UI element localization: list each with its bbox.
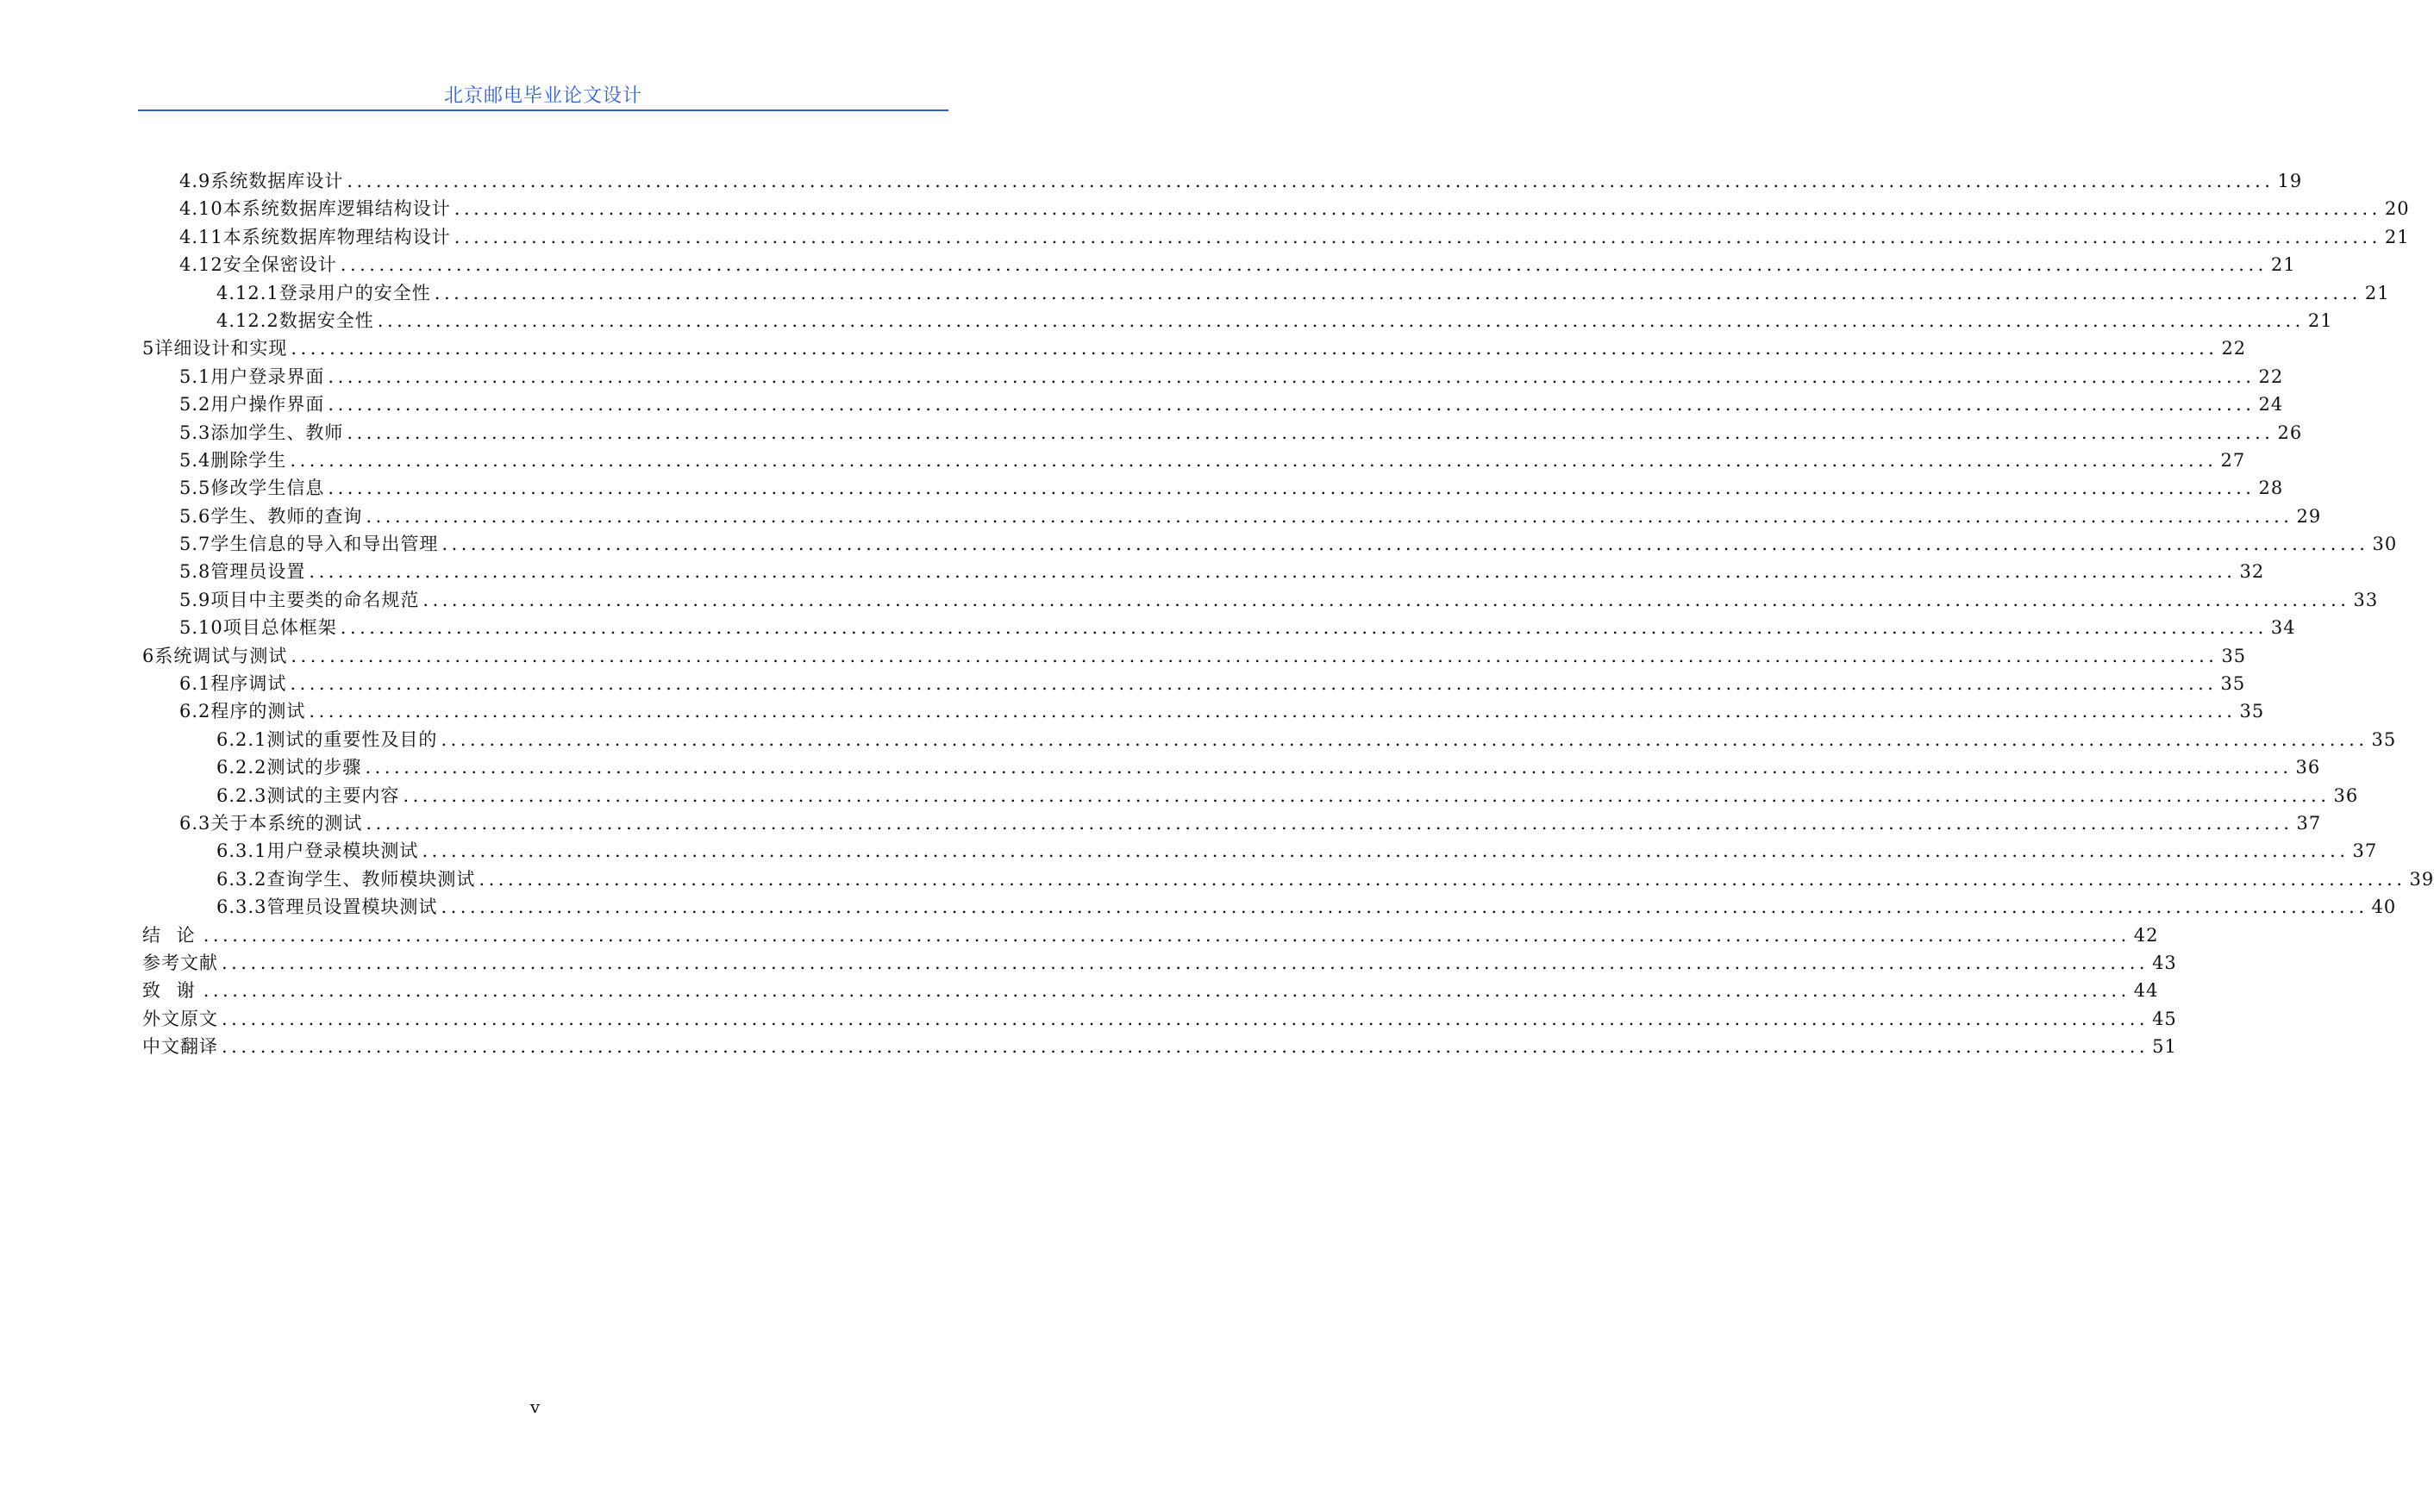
toc-entry[interactable] bbox=[142, 949, 2177, 977]
toc-entry-number: 5.7 bbox=[179, 534, 211, 555]
toc-entry-title: 外文原文 bbox=[142, 1008, 218, 1029]
toc-leader-dots: ........................................................................................................................................................................................................ bbox=[328, 394, 2256, 415]
toc-entry-page: 36 bbox=[2295, 757, 2321, 778]
toc-entry-number: 4.9 bbox=[179, 171, 211, 191]
toc-entry-number: 5.8 bbox=[179, 561, 211, 583]
toc-entry-title: 程序的测试 bbox=[210, 701, 306, 722]
toc-entry[interactable] bbox=[142, 782, 2359, 809]
toc-entry[interactable] bbox=[142, 697, 2265, 725]
toc-entry-number: 4.12 bbox=[179, 254, 223, 276]
toc-entry-number: 5.5 bbox=[179, 478, 211, 499]
toc-leader-dots: ........................................................................................................................................................................................................ bbox=[309, 701, 2237, 722]
toc-leader-dots: ........................................................................................................................................................................................................ bbox=[441, 897, 2368, 918]
toc-leader-dots: ........................................................................................................................................................................................................ bbox=[366, 812, 2293, 834]
toc-entry-number: 6.2.3 bbox=[216, 784, 267, 806]
toc-entry[interactable] bbox=[142, 642, 2247, 670]
toc-entry-title: 致 谢 bbox=[142, 980, 200, 1002]
page-header-title: 北京邮电毕业论文设计 bbox=[443, 85, 642, 107]
toc-entry-page: 26 bbox=[2277, 422, 2303, 443]
toc-entry-number: 6.2.2 bbox=[216, 757, 267, 778]
toc-entry-title: 测试的主要内容 bbox=[266, 784, 400, 806]
toc-entry-title: 数据安全性 bbox=[278, 309, 374, 331]
toc-leader-dots: ........................................................................................................................................................................................................ bbox=[377, 309, 2305, 331]
toc-entry-title: 添加学生、教师 bbox=[210, 422, 344, 443]
toc-entry-page: 45 bbox=[2152, 1008, 2177, 1029]
toc-entry[interactable] bbox=[142, 558, 2265, 585]
toc-leader-dots: ........................................................................................................................................................................................................ bbox=[290, 673, 2218, 695]
page-number: v bbox=[529, 1396, 541, 1417]
toc-entry-title: 系统数据库设计 bbox=[210, 171, 344, 191]
toc-entry-number: 6.2.1 bbox=[216, 728, 267, 750]
toc-entry[interactable] bbox=[142, 1005, 2177, 1033]
toc-entry-page: 35 bbox=[2221, 645, 2247, 666]
toc-entry-page: 37 bbox=[2352, 840, 2378, 862]
toc-entry-title: 管理员设置模块测试 bbox=[266, 897, 438, 918]
toc-entry-number: 4.11 bbox=[179, 226, 223, 247]
toc-entry[interactable] bbox=[142, 363, 2284, 390]
toc-entry[interactable] bbox=[142, 195, 2410, 222]
header-divider bbox=[138, 109, 948, 111]
toc-entry[interactable] bbox=[142, 977, 2159, 1004]
toc-entry-number: 5.10 bbox=[179, 617, 223, 639]
toc-entry[interactable] bbox=[142, 530, 2398, 558]
toc-entry-title: 测试的步骤 bbox=[266, 757, 362, 778]
toc-entry-page: 32 bbox=[2239, 561, 2265, 583]
toc-entry-title: 项目总体框架 bbox=[222, 617, 337, 639]
toc-entry-title: 详细设计和实现 bbox=[154, 338, 288, 359]
toc-leader-dots: ........................................................................................................................................................................................................ bbox=[328, 366, 2256, 387]
toc-entry-number: 5.4 bbox=[179, 449, 211, 471]
toc-leader-dots: ........................................................................................................................................................................................................ bbox=[365, 757, 2293, 778]
toc-entry-number: 6.3.1 bbox=[216, 840, 267, 862]
toc-entry[interactable] bbox=[142, 334, 2247, 362]
toc-entry-title: 测试的重要性及目的 bbox=[266, 728, 438, 750]
toc-entry-page: 20 bbox=[2384, 198, 2410, 220]
toc-entry-title: 程序调试 bbox=[210, 673, 287, 695]
toc-entry-number: 5.3 bbox=[179, 422, 211, 443]
toc-leader-dots: ........................................................................................................................................................................................................ bbox=[222, 1008, 2149, 1029]
toc-leader-dots: ........................................................................................................................................................................................................ bbox=[222, 952, 2149, 973]
toc-entry-number: 4.12.1 bbox=[216, 282, 279, 303]
toc-leader-dots: ........................................................................................................................................................................................................ bbox=[347, 171, 2274, 191]
toc-entry-title: 结 论 bbox=[142, 924, 200, 946]
toc-leader-dots: ........................................................................................................................................................................................................ bbox=[422, 840, 2350, 862]
toc-entry[interactable] bbox=[142, 586, 2379, 614]
toc-entry[interactable] bbox=[142, 614, 2296, 641]
toc-entry[interactable] bbox=[142, 167, 2303, 195]
toc-leader-dots: ........................................................................................................................................................................................................ bbox=[434, 282, 2362, 303]
toc-entry[interactable] bbox=[142, 865, 2434, 893]
toc-entry-page: 24 bbox=[2258, 394, 2284, 415]
toc-entry[interactable] bbox=[142, 837, 2378, 865]
toc-entry-title: 管理员设置 bbox=[210, 561, 306, 583]
toc-entry[interactable] bbox=[142, 503, 2322, 530]
toc-entry-number: 5.1 bbox=[179, 366, 211, 387]
toc-entry-number: 5.6 bbox=[179, 505, 211, 527]
toc-entry-title: 本系统数据库逻辑结构设计 bbox=[222, 198, 451, 220]
toc-entry[interactable] bbox=[142, 307, 2333, 334]
toc-entry-page: 21 bbox=[2364, 282, 2390, 303]
toc-entry-page: 42 bbox=[2133, 924, 2159, 946]
toc-entry-title: 登录用户的安全性 bbox=[278, 282, 431, 303]
toc-entry[interactable] bbox=[142, 390, 2284, 418]
table-of-contents bbox=[142, 167, 2434, 1061]
toc-entry-number: 4.12.2 bbox=[216, 309, 279, 331]
toc-entry-page: 43 bbox=[2152, 952, 2177, 973]
toc-entry-number: 6.2 bbox=[179, 701, 211, 722]
toc-entry-title: 本系统数据库物理结构设计 bbox=[222, 226, 451, 247]
toc-entry-page: 30 bbox=[2372, 534, 2398, 555]
toc-leader-dots: ........................................................................................................................................................................................................ bbox=[366, 505, 2293, 527]
toc-entry-title: 修改学生信息 bbox=[210, 478, 325, 499]
toc-entry-title: 安全保密设计 bbox=[222, 254, 337, 276]
toc-leader-dots: ........................................................................................................................................................................................................ bbox=[203, 980, 2131, 1002]
toc-entry-title: 用户登录界面 bbox=[210, 366, 325, 387]
toc-entry-title: 关于本系统的测试 bbox=[210, 812, 363, 834]
toc-entry-page: 21 bbox=[2307, 309, 2333, 331]
toc-entry-page: 36 bbox=[2333, 784, 2359, 806]
toc-entry-number: 6 bbox=[142, 645, 155, 666]
toc-entry-title: 项目中主要类的命名规范 bbox=[210, 589, 420, 610]
toc-entry[interactable] bbox=[142, 753, 2321, 781]
toc-entry-title: 删除学生 bbox=[210, 449, 287, 471]
toc-leader-dots: ........................................................................................................................................................................................................ bbox=[309, 561, 2237, 583]
toc-entry-page: 21 bbox=[2270, 254, 2296, 276]
toc-leader-dots: ........................................................................................................................................................................................................ bbox=[441, 534, 2369, 555]
toc-entry[interactable] bbox=[142, 279, 2390, 307]
toc-entry-page: 35 bbox=[2371, 728, 2397, 750]
toc-leader-dots: ........................................................................................................................................................................................................ bbox=[222, 1036, 2149, 1058]
toc-entry-page: 21 bbox=[2384, 226, 2410, 247]
toc-leader-dots: ........................................................................................................................................................................................................ bbox=[290, 449, 2218, 471]
toc-entry[interactable] bbox=[142, 809, 2322, 837]
toc-entry[interactable] bbox=[142, 223, 2410, 251]
toc-entry-page: 22 bbox=[2221, 338, 2247, 359]
toc-entry-title: 查询学生、教师模块测试 bbox=[266, 868, 476, 890]
toc-entry-page: 34 bbox=[2270, 617, 2296, 639]
toc-entry[interactable] bbox=[142, 251, 2296, 278]
toc-leader-dots: ........................................................................................................................................................................................................ bbox=[291, 338, 2218, 359]
toc-entry-number: 6.3.2 bbox=[216, 868, 267, 890]
toc-entry-title: 用户登录模块测试 bbox=[266, 840, 419, 862]
toc-entry-page: 22 bbox=[2258, 366, 2284, 387]
toc-leader-dots: ........................................................................................................................................................................................................ bbox=[422, 589, 2350, 610]
toc-entry-number: 6.3.3 bbox=[216, 897, 267, 918]
toc-entry-page: 28 bbox=[2258, 478, 2284, 499]
toc-entry-number: 5.9 bbox=[179, 589, 211, 610]
toc-entry-page: 19 bbox=[2277, 171, 2303, 191]
toc-leader-dots: ........................................................................................................................................................................................................ bbox=[291, 645, 2218, 666]
toc-leader-dots: ........................................................................................................................................................................................................ bbox=[340, 254, 2268, 276]
toc-entry-page: 44 bbox=[2133, 980, 2159, 1002]
toc-entry-page: 35 bbox=[2220, 673, 2246, 695]
toc-entry-page: 35 bbox=[2239, 701, 2265, 722]
toc-leader-dots: ........................................................................................................................................................................................................ bbox=[340, 617, 2268, 639]
toc-entry[interactable] bbox=[142, 726, 2397, 753]
toc-entry-page: 40 bbox=[2371, 897, 2397, 918]
toc-entry[interactable] bbox=[142, 1033, 2177, 1060]
toc-entry[interactable] bbox=[142, 670, 2246, 697]
toc-entry[interactable] bbox=[142, 922, 2159, 949]
toc-entry-title: 中文翻译 bbox=[142, 1036, 218, 1058]
toc-leader-dots: ........................................................................................................................................................................................................ bbox=[454, 198, 2381, 220]
toc-entry-page: 27 bbox=[2220, 449, 2246, 471]
toc-entry[interactable] bbox=[142, 419, 2303, 447]
toc-entry-page: 29 bbox=[2296, 505, 2322, 527]
toc-entry-page: 39 bbox=[2409, 868, 2434, 890]
toc-entry-number: 4.10 bbox=[179, 198, 223, 220]
toc-leader-dots: ........................................................................................................................................................................................................ bbox=[328, 478, 2256, 499]
toc-leader-dots: ........................................................................................................................................................................................................ bbox=[403, 784, 2331, 806]
toc-entry[interactable] bbox=[142, 893, 2397, 921]
toc-leader-dots: ........................................................................................................................................................................................................ bbox=[441, 728, 2368, 750]
toc-leader-dots: ........................................................................................................................................................................................................ bbox=[203, 924, 2131, 946]
toc-entry-title: 参考文献 bbox=[142, 952, 218, 973]
toc-entry-number: 5.2 bbox=[179, 394, 211, 415]
toc-entry-number: 5 bbox=[142, 338, 155, 359]
toc-entry-title: 系统调试与测试 bbox=[154, 645, 288, 666]
toc-entry[interactable] bbox=[142, 474, 2284, 502]
toc-entry-title: 用户操作界面 bbox=[210, 394, 325, 415]
toc-entry-page: 33 bbox=[2353, 589, 2379, 610]
toc-entry-page: 37 bbox=[2296, 812, 2322, 834]
toc-entry-title: 学生信息的导入和导出管理 bbox=[210, 534, 439, 555]
toc-leader-dots: ........................................................................................................................................................................................................ bbox=[454, 226, 2381, 247]
toc-entry-number: 6.3 bbox=[179, 812, 211, 834]
toc-entry-number: 6.1 bbox=[179, 673, 211, 695]
toc-entry-page: 51 bbox=[2152, 1036, 2177, 1058]
toc-leader-dots: ........................................................................................................................................................................................................ bbox=[479, 868, 2406, 890]
toc-leader-dots: ........................................................................................................................................................................................................ bbox=[347, 422, 2274, 443]
toc-entry-title: 学生、教师的查询 bbox=[210, 505, 363, 527]
toc-entry[interactable] bbox=[142, 447, 2246, 474]
